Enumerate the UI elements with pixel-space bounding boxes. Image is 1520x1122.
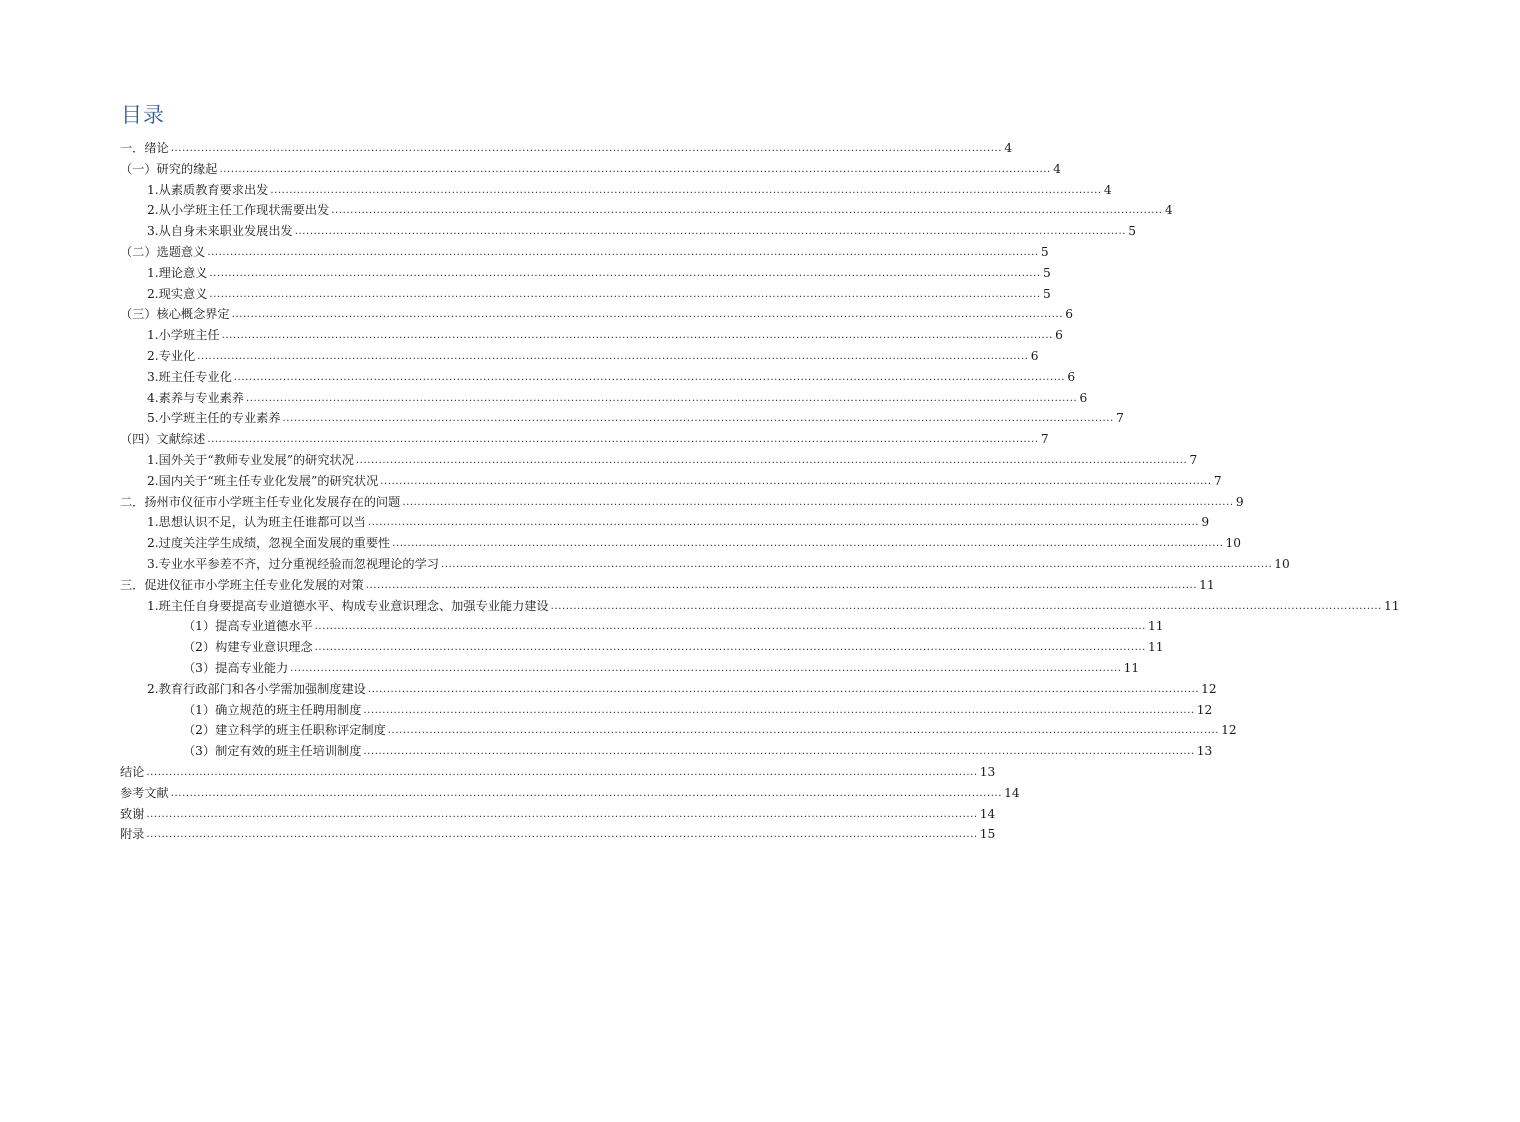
toc-entry[interactable] xyxy=(0,263,1051,284)
toc-entry-label: 2.国内关于“班主任专业化发展”的研究状况 xyxy=(147,473,379,488)
toc-entry-page-number: 6 xyxy=(1067,369,1076,384)
toc-entry-label: 参考文献 xyxy=(120,785,169,800)
dot-leader: ............................................................................................................................................................................................................................ xyxy=(380,475,1212,487)
toc-entry-label: （四）文献综述 xyxy=(120,432,206,447)
toc-entry[interactable] xyxy=(0,824,996,845)
toc-entry-page-number: 9 xyxy=(1235,494,1244,509)
toc-entry-page-number: 14 xyxy=(1004,785,1020,800)
toc-entry-page-number: 6 xyxy=(1030,348,1039,363)
toc-entry[interactable] xyxy=(0,325,1063,346)
toc-entry[interactable] xyxy=(0,741,1213,762)
dot-leader: ............................................................................................................................................................................................................................ xyxy=(363,746,1195,758)
toc-entry-page-number: 6 xyxy=(1055,328,1063,343)
toc-entry[interactable] xyxy=(0,575,1215,596)
toc-entry-page-number: 7 xyxy=(1189,452,1198,467)
toc-entry[interactable] xyxy=(0,367,1076,388)
toc-entry[interactable] xyxy=(0,429,1049,450)
toc-entry-label: 一．绪论 xyxy=(120,141,169,155)
toc-entry-label: （1）提高专业道德水平 xyxy=(183,619,313,634)
toc-entry[interactable] xyxy=(0,700,1213,721)
toc-entry-label: 1.思想认识不足，认为班主任谁都可以当 xyxy=(147,515,366,530)
toc-entry-label: 1.理论意义 xyxy=(147,265,208,280)
dot-leader: ............................................................................................................................................................................................................................ xyxy=(245,392,1078,404)
toc-entry-label: 1.班主任自身要提高专业道德水平、构成专业意识理念、加强专业能力建设 xyxy=(147,598,549,613)
dot-leader: ............................................................................................................................................................................................................................ xyxy=(146,829,978,841)
toc-entry[interactable] xyxy=(0,304,1074,325)
toc-entry-label: （一）研究的缘起 xyxy=(120,161,218,176)
toc-entry[interactable] xyxy=(0,554,1290,575)
dot-leader: ............................................................................................................................................................................................................................ xyxy=(207,246,1039,258)
dot-leader: ............................................................................................................................................................................................................................ xyxy=(221,330,1053,342)
dot-leader: ............................................................................................................................................................................................................................ xyxy=(392,538,1224,550)
dot-leader: ............................................................................................................................................................................................................................ xyxy=(365,579,1198,591)
toc-entry[interactable] xyxy=(0,679,1217,700)
toc-entry-label: 2.现实意义 xyxy=(147,286,208,301)
toc-entry[interactable] xyxy=(0,720,1237,741)
toc-entry[interactable] xyxy=(0,180,1112,201)
toc-entry-page-number: 11 xyxy=(1383,598,1400,613)
toc-entry-page-number: 6 xyxy=(1079,390,1088,405)
toc-entry-label: （3）提高专业能力 xyxy=(183,660,289,675)
toc-entry-page-number: 12 xyxy=(1221,723,1237,738)
toc-entry-page-number: 15 xyxy=(979,827,996,842)
toc-entry-label: （2）构建专业意识理念 xyxy=(183,640,313,655)
toc-entry-label: 3.从自身未来职业发展出发 xyxy=(147,224,293,239)
toc-entry-page-number: 7 xyxy=(1116,411,1124,426)
toc-entry-label: 3.班主任专业化 xyxy=(147,369,232,384)
dot-leader: ............................................................................................................................................................................................................................ xyxy=(170,787,1003,799)
toc-entry[interactable] xyxy=(0,408,1124,429)
toc-entry-page-number: 13 xyxy=(979,764,996,779)
dot-leader: ............................................................................................................................................................................................................................ xyxy=(314,621,1146,633)
toc-entry[interactable] xyxy=(0,471,1222,492)
toc-entry[interactable] xyxy=(0,492,1244,513)
dot-leader: ............................................................................................................................................................................................................................ xyxy=(207,434,1039,446)
toc-entry-page-number: 12 xyxy=(1201,681,1217,696)
toc-entry[interactable] xyxy=(0,783,1020,804)
toc-entry-label: （3）制定有效的班主任培训制度 xyxy=(183,744,362,759)
toc-entry-page-number: 4 xyxy=(1164,203,1173,218)
toc-entry[interactable] xyxy=(0,200,1173,221)
toc-entry-label: （三）核心概念界定 xyxy=(120,307,230,322)
dot-leader: ............................................................................................................................................................................................................................ xyxy=(402,496,1234,508)
toc-entry-label: （二）选题意义 xyxy=(120,244,206,259)
toc-entry-label: 2.从小学班主任工作现状需要出发 xyxy=(147,203,330,218)
dot-leader: ............................................................................................................................................................................................................................ xyxy=(146,808,978,820)
dot-leader: ............................................................................................................................................................................................................................ xyxy=(367,683,1200,695)
toc-entry-label: 3.专业水平参差不齐，过分重视经验而忽视理论的学习 xyxy=(147,556,439,571)
toc-entry-page-number: 11 xyxy=(1123,660,1140,675)
toc-entry-page-number: 5 xyxy=(1128,224,1137,239)
toc-entry-label: （2）建立科学的班主任职称评定制度 xyxy=(183,723,386,738)
dot-leader: ............................................................................................................................................................................................................................ xyxy=(355,454,1188,466)
toc-entry[interactable] xyxy=(0,533,1242,554)
toc-entry-page-number: 7 xyxy=(1213,473,1222,488)
toc-entry-page-number: 7 xyxy=(1040,432,1049,447)
toc-entry-label: 2.教育行政部门和各小学需加强制度建设 xyxy=(147,681,366,696)
toc-entry[interactable] xyxy=(0,658,1140,679)
dot-leader: ............................................................................................................................................................................................................................ xyxy=(270,184,1102,196)
toc-entry[interactable] xyxy=(0,762,996,783)
dot-leader: ............................................................................................................................................................................................................................ xyxy=(550,600,1382,612)
toc-entry[interactable] xyxy=(0,388,1088,409)
dot-leader: ............................................................................................................................................................................................................................ xyxy=(233,371,1066,383)
toc-entry-page-number: 4 xyxy=(1053,161,1061,176)
toc-entry-label: 2.过度关注学生成绩，忽视全面发展的重要性 xyxy=(147,536,391,551)
dot-leader: ............................................................................................................................................................................................................................ xyxy=(314,642,1146,654)
toc-entry-page-number: 5 xyxy=(1042,286,1051,301)
dot-leader: ............................................................................................................................................................................................................................ xyxy=(282,413,1114,425)
toc-entry[interactable] xyxy=(0,346,1039,367)
toc-entry-page-number: 6 xyxy=(1065,307,1074,322)
dot-leader: ............................................................................................................................................................................................................................ xyxy=(363,704,1195,716)
toc-entry-page-number: 9 xyxy=(1201,515,1210,530)
toc-entry[interactable] xyxy=(0,616,1164,637)
dot-leader: ............................................................................................................................................................................................................................ xyxy=(290,662,1122,674)
toc-entry[interactable] xyxy=(0,221,1137,242)
toc-entry-page-number: 10 xyxy=(1274,556,1290,571)
toc-entry[interactable] xyxy=(0,159,1061,180)
toc-list xyxy=(0,138,1400,845)
toc-entry-label: （1）确立规范的班主任聘用制度 xyxy=(183,702,362,717)
toc-entry[interactable] xyxy=(0,242,1049,263)
toc-entry-label: 4.素养与专业素养 xyxy=(147,390,244,405)
toc-entry-label: 致谢 xyxy=(120,806,145,821)
toc-entry-page-number: 4 xyxy=(1004,141,1013,155)
toc-entry-label: 1.从素质教育要求出发 xyxy=(147,182,269,197)
toc-entry-page-number: 11 xyxy=(1147,619,1164,634)
dot-leader: ............................................................................................................................................................................................................................ xyxy=(209,288,1041,300)
toc-entry[interactable] xyxy=(0,637,1164,658)
toc-entry[interactable] xyxy=(0,804,996,825)
toc-entry-label: 结论 xyxy=(120,764,145,779)
dot-leader: ............................................................................................................................................................................................................................ xyxy=(367,517,1200,529)
toc-entry[interactable] xyxy=(0,596,1400,617)
toc-entry-label: 1.小学班主任 xyxy=(147,328,220,343)
toc-entry[interactable] xyxy=(0,138,1013,159)
toc-entry-page-number: 14 xyxy=(979,806,996,821)
toc-entry-label: 二．扬州市仪征市小学班主任专业化发展存在的问题 xyxy=(120,494,401,509)
toc-entry-page-number: 13 xyxy=(1196,744,1213,759)
toc-entry[interactable] xyxy=(0,450,1198,471)
dot-leader: ............................................................................................................................................................................................................................ xyxy=(387,725,1220,737)
toc-entry-label: 2.专业化 xyxy=(147,348,196,363)
dot-leader: ............................................................................................................................................................................................................................ xyxy=(170,143,1003,154)
toc-entry-label: 三．促进仪征市小学班主任专业化发展的对策 xyxy=(120,577,364,592)
toc-entry-page-number: 4 xyxy=(1103,182,1112,197)
toc-entry-page-number: 10 xyxy=(1225,536,1242,551)
toc-entry-page-number: 5 xyxy=(1040,244,1049,259)
toc-entry-page-number: 12 xyxy=(1196,702,1213,717)
dot-leader: ............................................................................................................................................................................................................................ xyxy=(294,226,1127,238)
toc-entry[interactable] xyxy=(0,284,1051,305)
dot-leader: ............................................................................................................................................................................................................................ xyxy=(209,267,1041,279)
toc-title: 目录 xyxy=(121,103,165,127)
toc-entry-label: 1.国外关于“教师专业发展”的研究状况 xyxy=(147,452,354,467)
dot-leader: ............................................................................................................................................................................................................................ xyxy=(331,205,1163,217)
dot-leader: ............................................................................................................................................................................................................................ xyxy=(231,309,1064,321)
dot-leader: ............................................................................................................................................................................................................................ xyxy=(219,163,1051,175)
toc-entry-page-number: 11 xyxy=(1199,577,1215,592)
toc-entry[interactable] xyxy=(0,512,1210,533)
toc-entry-label: 5.小学班主任的专业素养 xyxy=(147,411,281,426)
toc-entry-page-number: 5 xyxy=(1042,265,1051,280)
toc-entry-label: 附录 xyxy=(120,827,145,842)
toc-entry-page-number: 11 xyxy=(1147,640,1164,655)
dot-leader: ............................................................................................................................................................................................................................ xyxy=(146,766,978,778)
dot-leader: ............................................................................................................................................................................................................................ xyxy=(197,350,1029,362)
dot-leader: ............................................................................................................................................................................................................................ xyxy=(440,558,1273,570)
